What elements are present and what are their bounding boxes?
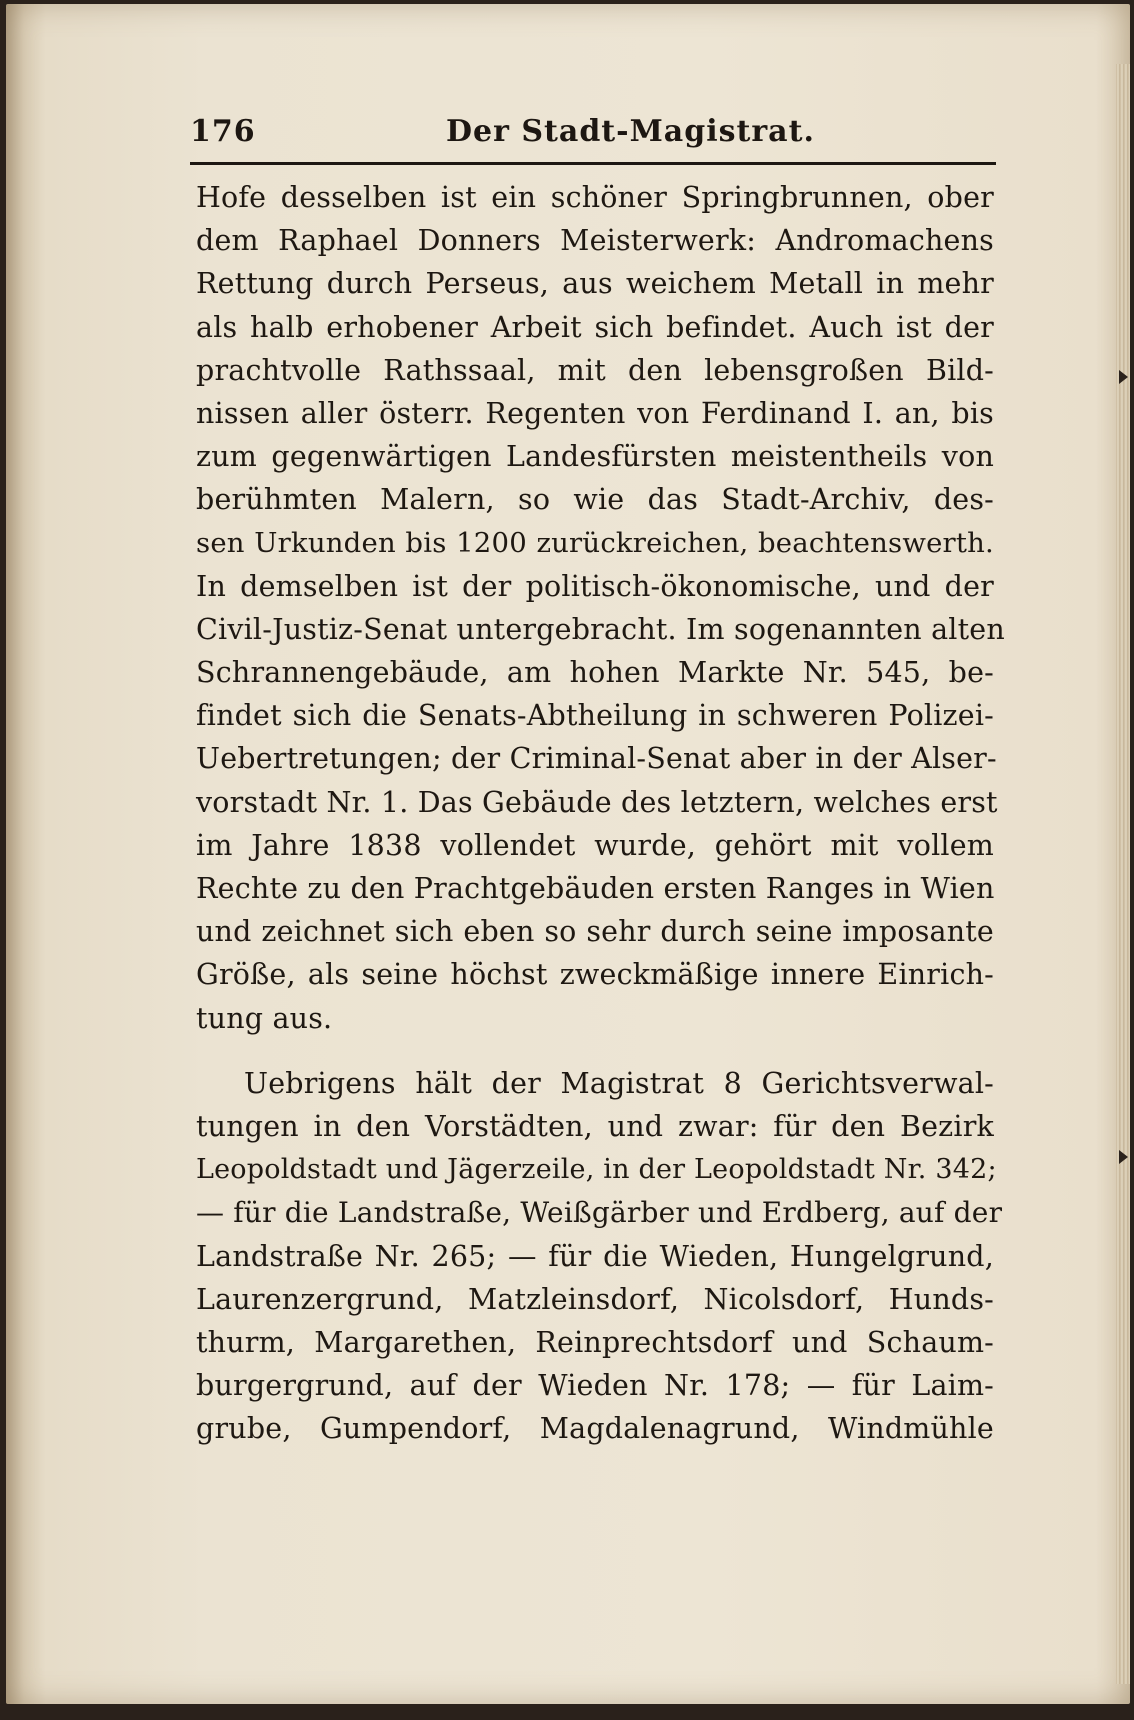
text-line: Leopoldstadt und Jägerzeile, in der Leopoldstadt Nr. 342; <box>196 1154 997 1186</box>
margin-mark <box>1119 370 1128 384</box>
page-header <box>190 112 996 165</box>
text-line: thurm, Margarethen, Reinprechtsdorf und Schaum- <box>196 1325 994 1359</box>
text-line: Größe, als seine höchst zweckmäßige innere Einrich- <box>196 958 994 992</box>
text-line: Landstraße Nr. 265; — für die Wieden, Hungelgrund, <box>196 1239 994 1273</box>
text-line: und zeichnet sich eben so sehr durch seine imposante <box>196 915 994 949</box>
text-line: Rechte zu den Prachtgebäuden ersten Ranges in Wien <box>196 872 995 905</box>
text-line: In demselben ist der politisch-ökonomische, und der <box>196 569 994 603</box>
text-line: — für die Landstraße, Weißgärber und Erdberg, auf der <box>196 1196 1003 1230</box>
text-line: burgergrund, auf der Wieden Nr. 178; — für Laim- <box>196 1369 994 1403</box>
text-line: tungen in den Vorstädten, und zwar: für den Bezirk <box>196 1109 994 1143</box>
text-line: nissen aller österr. Regenten von Ferdinand I. an, bis <box>196 396 994 430</box>
text-line: Schrannengebäude, am hohen Markte Nr. 545, be- <box>196 656 994 690</box>
text-line: prachtvolle Rathssaal, mit den lebensgroßen Bild- <box>196 353 994 387</box>
text-line: Uebrigens hält der Magistrat 8 Gerichtsverwal- <box>244 1066 994 1100</box>
text-line: im Jahre 1838 vollendet wurde, gehört mit vollem <box>196 828 994 862</box>
text-line: Civil-Justiz-Senat untergebracht. Im sogenannten alten <box>196 612 1005 646</box>
paragraph-2 <box>196 1062 1003 1451</box>
margin-mark <box>1119 1150 1128 1164</box>
text-line: als halb erhobener Arbeit sich befindet. Auch ist der <box>196 310 994 344</box>
paragraph-1 <box>196 176 1005 1040</box>
text-line: grube, Gumpendorf, Magdalenagrund, Windmühle <box>196 1412 994 1446</box>
text-line: Laurenzergrund, Matzleinsdorf, Nicolsdorf, Hunds- <box>196 1282 994 1316</box>
text-line: berühmten Malern, so wie das Stadt-Archiv, des- <box>196 483 994 517</box>
text-line: Rettung durch Perseus, aus weichem Metall in mehr <box>196 267 994 301</box>
text-line: findet sich die Senats-Abtheilung in schweren Polizei- <box>196 699 994 733</box>
text-line: sen Urkunden bis 1200 zurückreichen, beachtenswerth. <box>196 526 994 559</box>
body-text <box>196 176 1005 1450</box>
text-line: Hofe desselben ist ein schöner Springbrunnen, ober <box>196 181 994 214</box>
running-title: Der Stadt-Magistrat. <box>446 114 815 149</box>
paragraph-gap <box>196 1040 994 1062</box>
text-line: zum gegenwärtigen Landesfürsten meistentheils von <box>196 440 994 474</box>
text-line: tung aus. <box>196 1001 333 1035</box>
text-line: vorstadt Nr. 1. Das Gebäude des letztern, welches erst <box>196 785 998 819</box>
page-number: 176 <box>190 114 256 149</box>
text-line: Uebertretungen; der Criminal-Senat aber in der Alser- <box>196 742 997 776</box>
page-edge <box>1116 64 1130 1684</box>
text-line: dem Raphael Donners Meisterwerk: Andromachens <box>196 224 994 258</box>
